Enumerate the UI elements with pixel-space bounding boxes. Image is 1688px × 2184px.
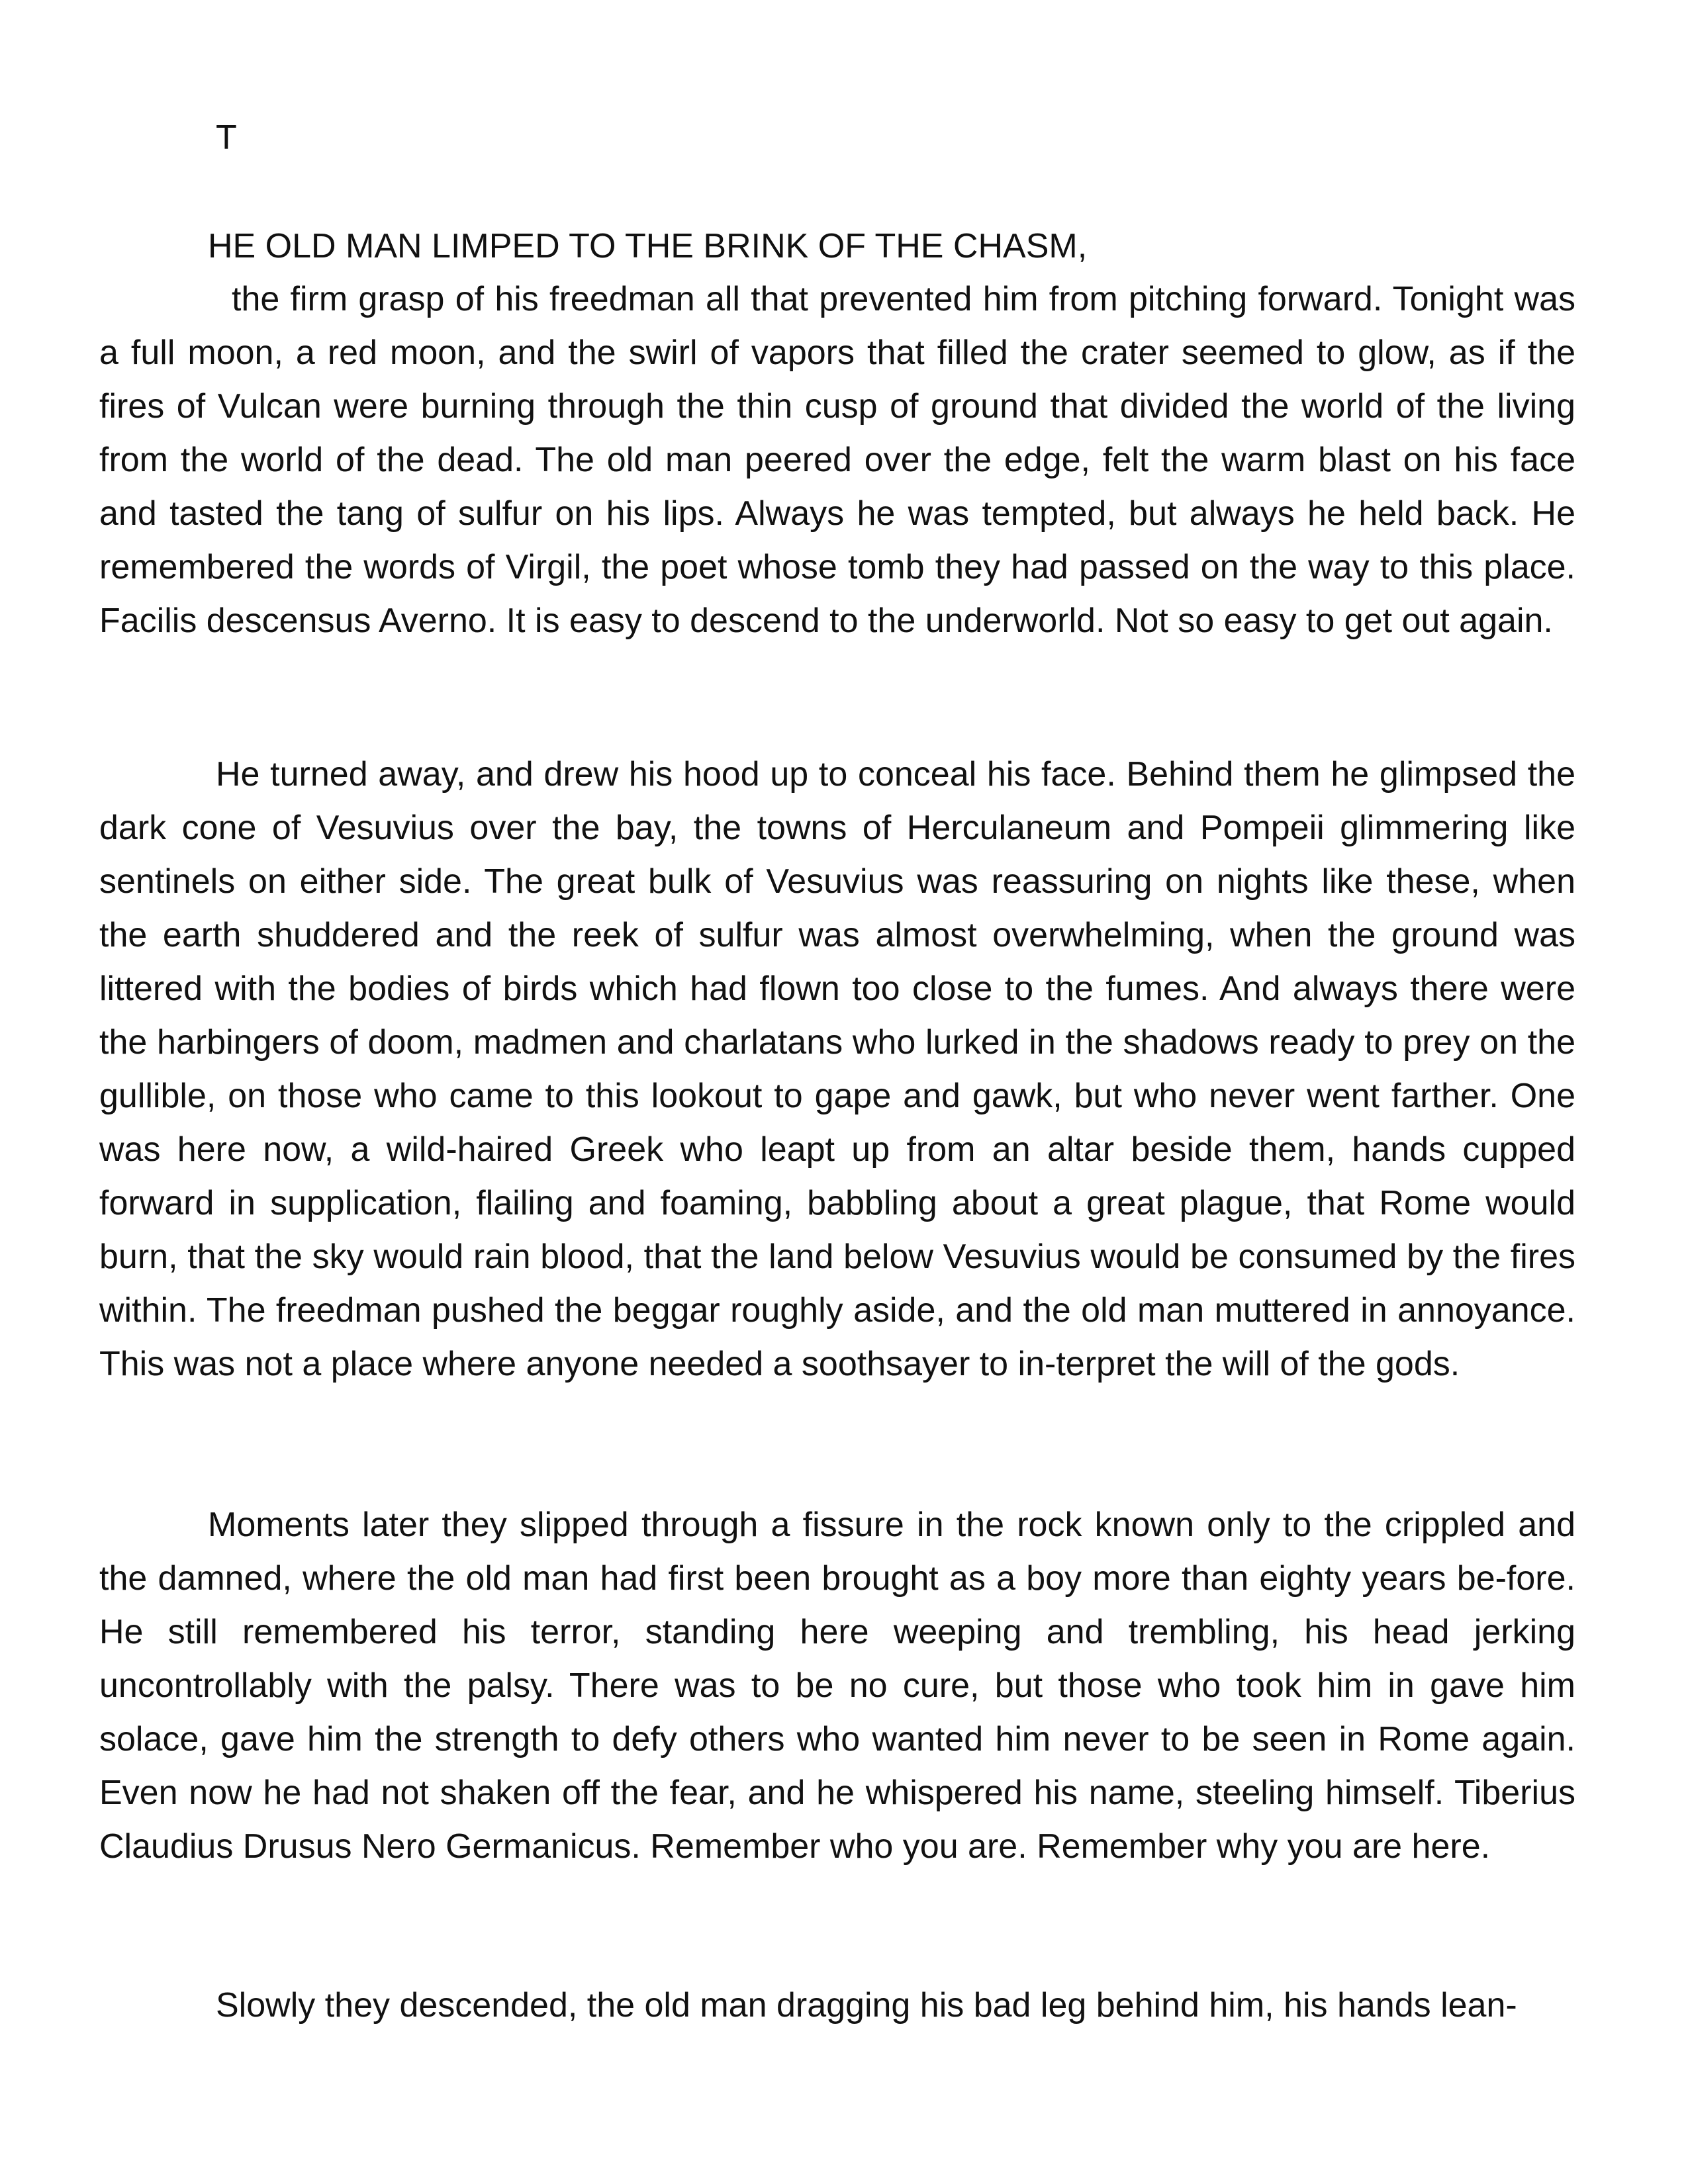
paragraph-2: He turned away, and drew his hood up to conceal his face. Behind them he glimpsed the dark cone of Vesuvius over the bay, the towns of Herculaneum and Pompeii glimmering like sentinels on either side. The great bulk of Vesuvius was reassuring on nights like these, when the earth shuddered and the reek of sulfur was almost overwhelming, when the ground was littered with the bodies of birds which had flown too close to the fumes. And always there were the harbingers of doom, madmen and charlatans who lurked in the shadows ready to prey on the gullible, on those who came to this lookout to gape and gawk, but who never went farther. One was here now, a wild-haired Greek who leapt up from an altar beside them, hands cupped forward in supplication, flailing and foaming, babbling about a great plague, that Rome would burn, that the sky would rain blood, that the land below Vesuvius would be consumed by the fires within. The freedman pushed the beggar roughly aside, and the old man muttered in annoyance. This was not a place where anyone needed a soothsayer to in-terpret the will of the gods. — [99, 755, 1575, 1383]
paragraph-4: Slowly they descended, the old man dragging his bad leg behind him, his hands lean- — [216, 1986, 1517, 2025]
paragraph-1: the firm grasp of his freedman all that prevented him from pitching forward. Tonight was a full moon, a red moon, and the swirl of vapors that filled the crater seemed to glow, as if the fires of Vulcan were burning through the thin cusp of ground that divided the world of the living from the world of the dead. The old man peered over the edge, felt the warm blast on his face and tasted the tang of sulfur on his lips. Always he was tempted, but always he held back. He remembered the words of Virgil, the poet whose tomb they had passed on the way to this place. Facilis descensus Averno. It is easy to descend to the underworld. Not so easy to get out again. — [99, 280, 1575, 640]
opening-line: HE OLD MAN LIMPED TO THE BRINK OF THE CHASM, — [208, 227, 1088, 265]
drop-cap: T — [216, 118, 237, 157]
paragraph-3: Moments later they slipped through a fissure in the rock known only to the crippled and the damned, where the old man had first been brought as a boy more than eighty years be-fore. He still remembered his terror, standing here weeping and trembling, his head jerking uncontrollably with the palsy. There was to be no cure, but those who took him in gave him solace, gave him the strength to defy others who wanted him never to be seen in Rome again. Even now he had not shaken off the fear, and he whispered his name, steeling himself. Tiberius Claudius Drusus Nero Germanicus. Remember who you are. Remember why you are here. — [99, 1506, 1575, 1866]
